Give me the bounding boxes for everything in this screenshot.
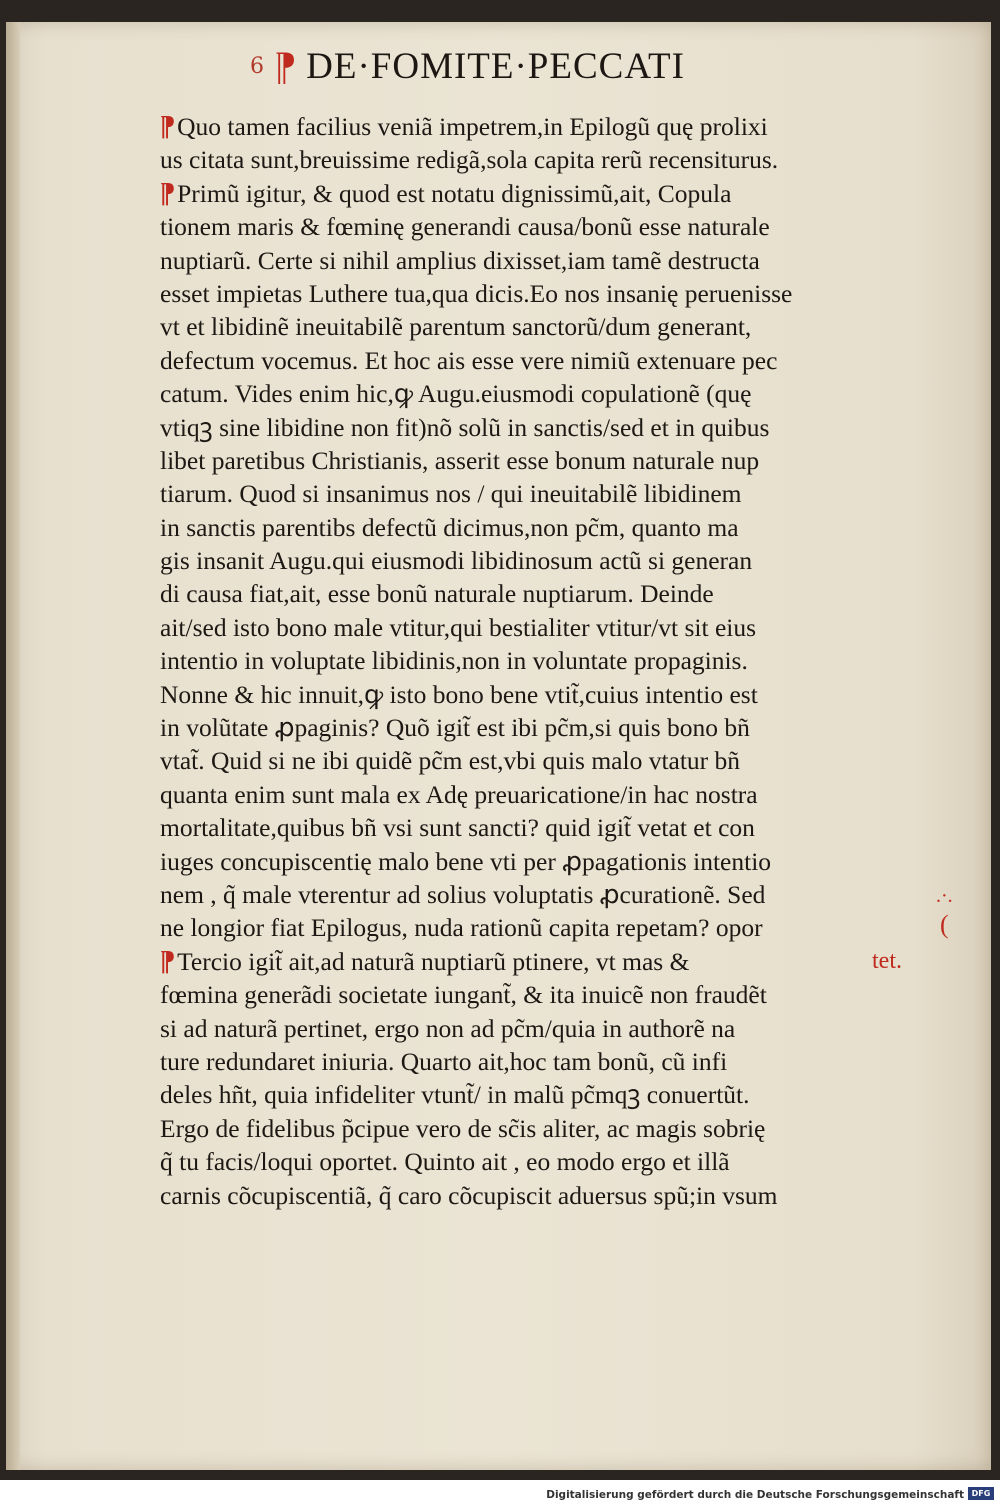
text-line: fœmina generãdi societate iungant̃, & ita inuicẽ non fraudẽt [160, 980, 767, 1010]
text-line: intentio in voluptate libidinis,non in voluntate propaginis. [160, 646, 748, 676]
text-line: tionem maris & fœminę generandi causa/bonũ esse naturale [160, 212, 770, 242]
pilcrow-icon: ¶ [160, 945, 176, 977]
margin-tet: tet. [872, 948, 902, 974]
text-line: mortalitate,quibus bñ vsi sunt sancti? quid igit̃ vetat et con [160, 813, 755, 843]
folio-mark: 6 [250, 53, 264, 79]
text-line: catum. Vides enim hic,ꝙ Augu.eiusmodi copulationẽ (quę [160, 379, 752, 409]
footer-credit: Digitalisierung gefördert durch die Deutsche Forschungsgemeinschaft [546, 1489, 964, 1501]
text-line: carnis cõcupiscentiã, q̃ caro cõcupiscit aduersus spũ;in vsum [160, 1180, 778, 1210]
footer [0, 1480, 1000, 1507]
text-line: us citata sunt,breuissime redigã,sola capita rerũ recensiturus. [160, 145, 779, 175]
text-line: vtat̃. Quid si ne ibi quidẽ pc̃m est,vbi quis malo vtatur bñ [160, 746, 741, 776]
text-line: ¶Quo tamen facilius veniã impetrem,in Epilogũ quę prolixi [160, 111, 768, 142]
text-line: Nonne & hic innuit,ꝙ isto bono bene vtit̃,cuius intentio est [160, 679, 758, 709]
pilcrow-icon: ¶ [276, 43, 295, 88]
text-line: iuges concupiscentię malo bene vti per ꝓpagationis intentio [160, 846, 772, 876]
text-line: vt et libidinẽ ineuitabilẽ parentum sanctorũ/dum generant, [160, 312, 752, 342]
dfg-logo: DFG [968, 1487, 994, 1500]
text-line: si ad naturã pertinet, ergo non ad pc̃m/quia in authorẽ na [160, 1013, 736, 1043]
text-line: Ergo de fidelibus p̃cipue vero de sc̃is aliter, ac magis sobrię [160, 1113, 766, 1143]
text-line: in volũtate ꝓpaginis? Quõ igit̃ est ibi pc̃m,si quis bono bñ [160, 713, 750, 743]
text-line: nuptiarũ. Certe si nihil amplius dixisset,iam tamẽ destructa [160, 245, 760, 275]
text-line: gis insanit Augu.qui eiusmodi libidinosum actũ si generan [160, 546, 753, 576]
text-line: quanta enim sunt mala ex Adę preuaricatione/in hac nostra [160, 779, 758, 809]
text-line: libet paretibus Christianis, asserit esse bonum naturale nup [160, 445, 760, 475]
text-line: defectum vocemus. Et hoc ais esse vere nimiũ extenuare pec [160, 345, 778, 375]
text-line: deles hñt, quia infideliter vtunt̃/ in malũ pc̃mqꝫ conuertũt. [160, 1080, 750, 1110]
text-line: ait/sed isto bono male vtitur,qui bestialiter vtitur/vt sit eius [160, 612, 757, 642]
text-line: ne longior fiat Epilogus, nuda rationũ capita repetam? opor [160, 913, 763, 943]
margin-bracket-icon: ( [940, 910, 949, 939]
text-line: ture redundaret iniuria. Quarto ait,hoc tam bonũ, cũ infi [160, 1046, 728, 1076]
margin-mark-icon: .·. [936, 885, 953, 907]
text-line: q̃ tu facis/loqui oportet. Quinto ait , eo modo ergo et illã [160, 1147, 730, 1177]
text-line: tiarum. Quod si insanimus nos / qui ineuitabilẽ libidinem [160, 479, 742, 509]
text-line: di causa fiat,ait, esse bonũ naturale nuptiarum. Deinde [160, 579, 714, 609]
text-line: ¶Primũ igitur, & quod est notatu dignissimũ,ait, Copula [160, 177, 732, 209]
text-line: vtiqꝫ sine libidine non fit)nõ solũ in sanctis/sed et in quibus [160, 412, 770, 442]
pilcrow-icon: ¶ [160, 177, 176, 209]
text-line: ¶Tercio igit̃ ait,ad naturã nuptiarũ ptinere, vt mas & [160, 945, 690, 977]
text-line: in sanctis parentibs defectũ dicimus,non pc̃m, quanto ma [160, 512, 739, 542]
running-head [250, 42, 810, 90]
page-edge [6, 22, 20, 1470]
text-line: esset impietas Luthere tua,qua dicis.Eo nos insanię peruenisse [160, 278, 793, 308]
body-text [160, 110, 930, 1212]
page-title: DE·FOMITE·PECCATI [306, 45, 685, 87]
text-line: nem , q̃ male vterentur ad solius voluptatis ꝓcurationẽ. Sed [160, 879, 766, 909]
pilcrow-icon: ¶ [160, 111, 176, 142]
